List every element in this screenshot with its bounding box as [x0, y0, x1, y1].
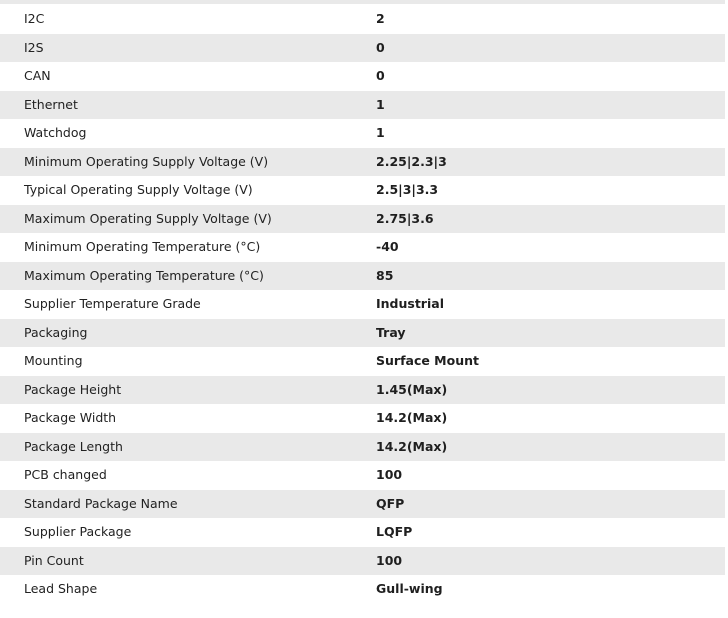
spec-label: Watchdog: [24, 125, 87, 141]
table-row: [0, 34, 725, 63]
spec-label: Minimum Operating Temperature (°C): [24, 239, 261, 255]
spec-value: Gull-wing: [376, 581, 443, 597]
spec-label: Ethernet: [24, 96, 78, 112]
table-row: [0, 518, 725, 547]
table-row: [0, 290, 725, 319]
spec-label: I2S: [24, 39, 44, 55]
spec-value: 14.2(Max): [376, 438, 448, 454]
spec-value: LQFP: [376, 524, 413, 540]
table-row: [0, 347, 725, 376]
spec-value: Surface Mount: [376, 353, 479, 369]
table-row: [0, 461, 725, 490]
spec-label: Mounting: [24, 353, 83, 369]
spec-value: 0: [376, 39, 385, 55]
spec-label: Lead Shape: [24, 581, 98, 597]
table-row: [0, 490, 725, 519]
spec-value: Industrial: [376, 296, 444, 312]
spec-value: 1.45(Max): [376, 381, 448, 397]
table-row: [0, 433, 725, 462]
table-row: [0, 5, 725, 34]
spec-value: Tray: [376, 324, 406, 340]
spec-value: 1: [376, 96, 385, 112]
spec-label: PCB changed: [24, 467, 107, 483]
spec-value: 85: [376, 267, 394, 283]
spec-label: Package Length: [24, 438, 123, 454]
spec-label: CAN: [24, 68, 51, 84]
table-row: [0, 176, 725, 205]
table-row: [0, 91, 725, 120]
table-row: [0, 62, 725, 91]
spec-label: Package Width: [24, 410, 117, 426]
table-row: [0, 319, 725, 348]
spec-label: Typical Operating Supply Voltage (V): [24, 182, 253, 198]
spec-value: 100: [376, 467, 403, 483]
spec-label: Packaging: [24, 324, 88, 340]
table-row: [0, 376, 725, 405]
spec-label: Supplier Package: [24, 524, 132, 540]
spec-label: Maximum Operating Temperature (°C): [24, 267, 264, 283]
spec-value: 0: [376, 68, 385, 84]
spec-value: 100: [376, 552, 403, 568]
spec-label: Maximum Operating Supply Voltage (V): [24, 210, 272, 226]
spec-value: 1: [376, 125, 385, 141]
table-top-border: [0, 0, 725, 4]
table-row: [0, 262, 725, 291]
spec-value: 2.5|3|3.3: [376, 182, 439, 198]
table-row: [0, 148, 725, 177]
table-row: [0, 119, 725, 148]
spec-value: QFP: [376, 495, 405, 511]
spec-label: Minimum Operating Supply Voltage (V): [24, 153, 269, 169]
specifications-table: [0, 5, 725, 604]
spec-label: Pin Count: [24, 552, 84, 568]
spec-value: -40: [376, 239, 399, 255]
table-row: [0, 404, 725, 433]
spec-value: 2.25|2.3|3: [376, 153, 447, 169]
spec-label: Package Height: [24, 381, 122, 397]
spec-label: Standard Package Name: [24, 495, 178, 511]
spec-label: Supplier Temperature Grade: [24, 296, 201, 312]
table-row: [0, 233, 725, 262]
spec-value: 14.2(Max): [376, 410, 448, 426]
spec-value: 2: [376, 11, 385, 27]
table-row: [0, 205, 725, 234]
table-row: [0, 575, 725, 604]
spec-label: I2C: [24, 11, 45, 27]
spec-value: 2.75|3.6: [376, 210, 434, 226]
table-row: [0, 547, 725, 576]
